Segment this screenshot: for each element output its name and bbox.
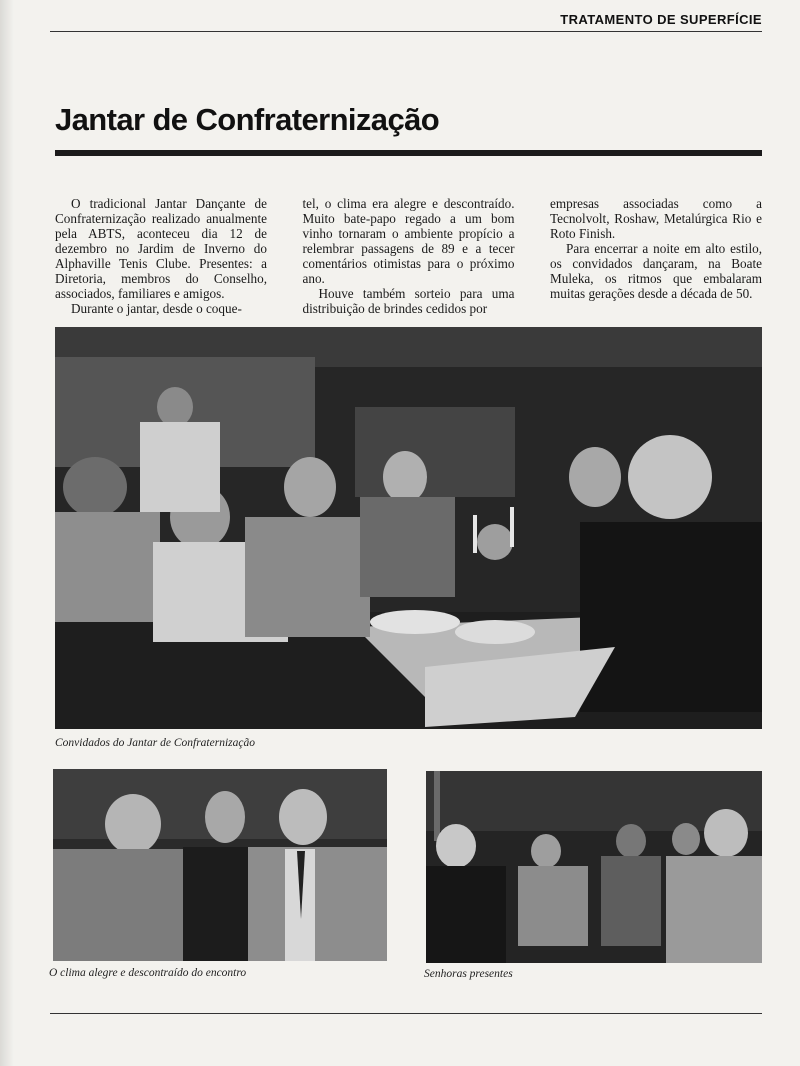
- text-column-1: [55, 196, 267, 316]
- article-title: Jantar de Confraternização: [55, 102, 440, 137]
- ladies-photo: [426, 771, 762, 963]
- header-rule: [50, 31, 762, 32]
- paragraph: Durante o jantar, desde o coque-: [71, 301, 242, 316]
- paragraph: Para encerrar a noite em alto estilo, os convidados dançaram, na Boate Muleka, os ritmos que embalaram muitas gerações desde a década de 50.: [550, 241, 762, 301]
- section-header: TRATAMENTO DE SUPERFÍCIE: [560, 12, 762, 27]
- text-column-3: [550, 196, 762, 316]
- paragraph: Houve também sorteio para uma distribuição de brindes cedidos por: [302, 286, 515, 316]
- page-edge-shadow: [0, 0, 14, 1066]
- text-column-2: [303, 196, 515, 316]
- footer-rule: [50, 1013, 762, 1014]
- three-men-photo: [53, 769, 387, 961]
- right-photo-caption: Senhoras presentes: [424, 968, 513, 980]
- title-rule: [55, 150, 762, 156]
- left-photo-caption: O clima alegre e descontraído do encontro: [49, 967, 247, 979]
- dinner-guests-photo: [55, 327, 762, 729]
- main-photo-caption: Convidados do Jantar de Confraternização: [55, 737, 255, 749]
- paragraph: O tradicional Jantar Dançante de Confraternização realizado anualmente pela ABTS, aconteceu dia 12 de dezembro no Jardim de Inverno do Alphaville Tenis Clube. Presentes: a Diretoria, membros do Conselho, associados, familiares e amigos.: [55, 196, 267, 301]
- paragraph: empresas associadas como a Tecnolvolt, Roshaw, Metalúrgica Rio e Roto Finish.: [550, 196, 762, 241]
- article-body: [55, 196, 762, 316]
- paragraph: tel, o clima era alegre e descontraído. Muito bate-papo regado a um bom vinho tornaram o ambiente propício a relembrar passagens de 89 e a tecer comentários otimistas para o próximo ano.: [302, 196, 515, 286]
